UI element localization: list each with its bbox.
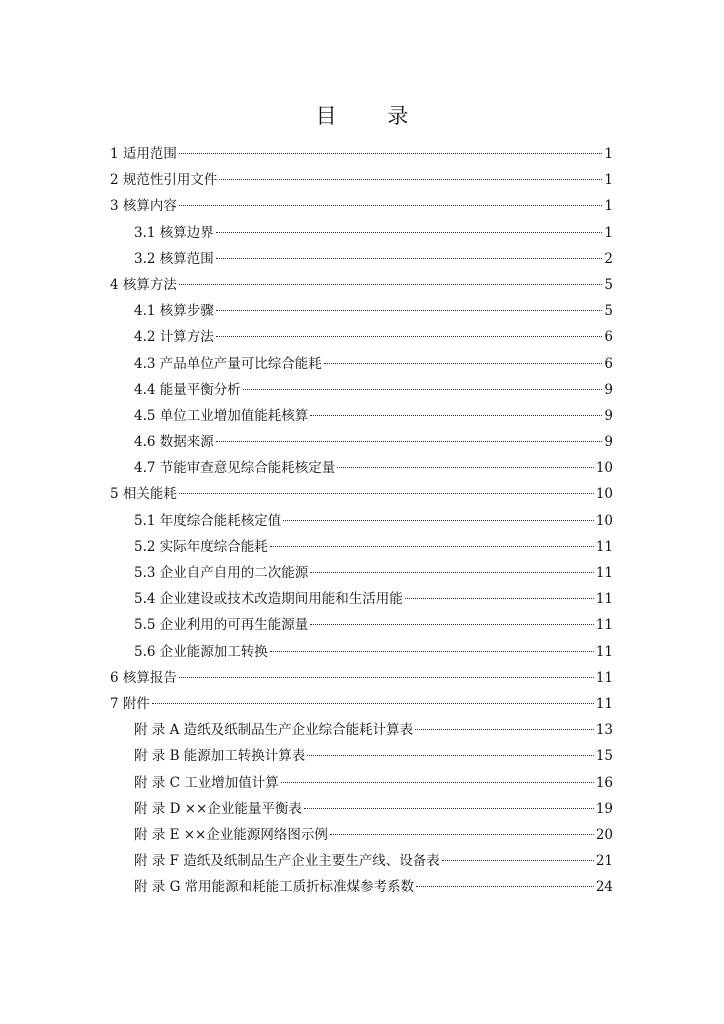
toc-leader-dots [324, 363, 603, 364]
toc-entry[interactable] [110, 770, 613, 796]
toc-entry-page-number: 1 [604, 172, 613, 189]
toc-entry-page-number: 24 [595, 879, 613, 896]
toc-entry-page-number: 2 [604, 250, 613, 267]
table-of-contents [110, 141, 613, 900]
toc-entry-label: 4.4 能量平衡分析 [134, 381, 241, 398]
toc-leader-dots [304, 808, 594, 809]
toc-entry-label: 4.1 核算步骤 [134, 303, 214, 320]
toc-entry[interactable] [110, 403, 613, 429]
toc-leader-dots [281, 782, 594, 783]
toc-entry-page-number: 16 [595, 774, 613, 791]
toc-entry-page-number: 10 [595, 460, 613, 477]
toc-entry[interactable] [110, 481, 613, 507]
toc-entry-label: 6 核算报告 [110, 669, 177, 686]
toc-entry[interactable] [110, 455, 613, 481]
toc-entry-page-number: 9 [604, 407, 613, 424]
toc-entry-label: 5 相关能耗 [110, 486, 177, 503]
toc-entry-page-number: 5 [604, 276, 613, 293]
page-title: 目 录 [315, 104, 431, 128]
toc-leader-dots [270, 651, 594, 652]
toc-leader-dots [179, 493, 594, 494]
toc-entry-label: 附 录 E ××企业能源网络图示例 [134, 826, 328, 843]
toc-entry-label: 附 录 D ××企业能量平衡表 [134, 800, 302, 817]
toc-entry-label: 5.3 企业自产自用的二次能源 [134, 565, 309, 581]
toc-leader-dots [283, 520, 594, 521]
toc-entry-page-number: 6 [604, 329, 613, 346]
toc-leader-dots [216, 336, 603, 337]
toc-leader-dots [243, 389, 603, 390]
toc-leader-dots [216, 232, 603, 233]
toc-leader-dots [310, 572, 594, 573]
toc-entry[interactable] [110, 691, 613, 717]
toc-entry[interactable] [110, 351, 613, 377]
toc-entry[interactable] [110, 796, 613, 822]
toc-entry[interactable] [110, 377, 613, 403]
toc-entry[interactable] [110, 822, 613, 848]
toc-entry-page-number: 6 [604, 355, 613, 372]
toc-entry-label: 4.5 单位工业增加值能耗核算 [134, 407, 309, 424]
toc-leader-dots [179, 284, 603, 285]
toc-leader-dots [216, 258, 603, 259]
toc-entry-label: 5.2 实际年度综合能耗 [134, 538, 268, 555]
toc-entry-page-number: 11 [595, 669, 613, 686]
toc-entry-page-number: 11 [595, 643, 613, 660]
toc-entry-label: 3.1 核算边界 [134, 224, 214, 241]
toc-entry-page-number: 10 [595, 486, 613, 503]
toc-leader-dots [310, 415, 602, 416]
toc-entry-label: 3.2 核算范围 [134, 250, 214, 267]
toc-entry-label: 3 核算内容 [110, 198, 177, 215]
toc-entry-page-number: 21 [595, 853, 613, 870]
toc-entry-page-number: 11 [595, 538, 613, 555]
toc-entry-page-number: 13 [595, 722, 613, 739]
toc-leader-dots [307, 755, 594, 756]
toc-entry[interactable] [110, 586, 613, 612]
toc-leader-dots [216, 441, 603, 442]
toc-leader-dots [179, 677, 594, 678]
toc-entry[interactable] [110, 612, 613, 638]
toc-entry-label: 4.2 计算方法 [134, 329, 214, 346]
toc-entry-label: 7 附件 [110, 695, 150, 712]
toc-entry-label: 附 录 A 造纸及纸制品生产企业综合能耗计算表 [134, 722, 414, 739]
toc-leader-dots [416, 886, 594, 887]
toc-entry[interactable] [110, 717, 613, 743]
toc-entry-page-number: 9 [604, 434, 613, 451]
toc-leader-dots [405, 598, 594, 599]
toc-leader-dots [270, 546, 594, 547]
toc-entry-label: 2 规范性引用文件 [110, 172, 218, 189]
toc-entry[interactable] [110, 167, 613, 193]
toc-entry[interactable] [110, 220, 613, 246]
toc-leader-dots [216, 310, 603, 311]
toc-entry-label: 4.3 产品单位产量可比综合能耗 [134, 355, 322, 372]
toc-entry[interactable] [110, 324, 613, 350]
toc-entry[interactable] [110, 429, 613, 455]
toc-entry-label: 5.1 年度综合能耗核定值 [134, 512, 282, 529]
toc-entry[interactable] [110, 639, 613, 665]
toc-entry-label: 5.4 企业建设或技术改造期间用能和生活用能 [134, 591, 403, 608]
toc-leader-dots [330, 834, 594, 835]
toc-entry-label: 5.6 企业能源加工转换 [134, 643, 268, 660]
toc-entry[interactable] [110, 193, 613, 219]
toc-leader-dots [179, 153, 603, 154]
toc-leader-dots [442, 860, 594, 861]
toc-entry[interactable] [110, 848, 613, 874]
toc-entry-label: 4.7 节能审查意见综合能耗核定量 [134, 460, 336, 477]
toc-entry[interactable] [110, 534, 613, 560]
toc-entry-page-number: 5 [604, 303, 613, 320]
toc-entry-label: 4.6 数据来源 [134, 434, 214, 451]
toc-entry-page-number: 10 [595, 512, 613, 529]
toc-entry[interactable] [110, 743, 613, 769]
toc-entry-page-number: 1 [604, 224, 613, 241]
toc-entry[interactable] [110, 665, 613, 691]
toc-entry[interactable] [110, 560, 613, 586]
toc-entry-page-number: 15 [595, 748, 613, 765]
toc-entry-page-number: 11 [595, 591, 613, 608]
toc-leader-dots [179, 205, 603, 206]
toc-entry-page-number: 19 [595, 800, 613, 817]
toc-entry-label: 附 录 F 造纸及纸制品生产企业主要生产线、设备表 [134, 853, 440, 870]
toc-leader-dots [310, 624, 594, 625]
toc-entry-label: 1 适用范围 [110, 146, 177, 162]
toc-entry-page-number: 11 [595, 695, 613, 712]
toc-entry-page-number: 9 [604, 381, 613, 398]
toc-entry-label: 4 核算方法 [110, 276, 177, 293]
toc-entry-label: 附 录 B 能源加工转换计算表 [134, 748, 306, 765]
toc-entry[interactable] [110, 874, 613, 900]
toc-entry-label: 附 录 G 常用能源和耗能工质折标准煤参考系数 [134, 879, 415, 896]
toc-entry-label: 5.5 企业利用的可再生能源量 [134, 617, 309, 634]
toc-leader-dots [337, 467, 594, 468]
toc-entry[interactable] [110, 246, 613, 272]
toc-entry-page-number: 11 [595, 565, 613, 581]
toc-entry[interactable] [110, 508, 613, 534]
toc-entry[interactable] [110, 141, 613, 167]
toc-leader-dots [415, 729, 594, 730]
toc-entry[interactable] [110, 298, 613, 324]
toc-entry-page-number: 1 [604, 198, 613, 215]
toc-entry-page-number: 11 [595, 617, 613, 634]
toc-entry-page-number: 1 [604, 146, 613, 162]
toc-entry-page-number: 20 [595, 826, 613, 843]
toc-entry[interactable] [110, 272, 613, 298]
toc-leader-dots [152, 703, 594, 704]
toc-leader-dots [219, 179, 602, 180]
toc-entry-label: 附 录 C 工业增加值计算 [134, 774, 279, 791]
